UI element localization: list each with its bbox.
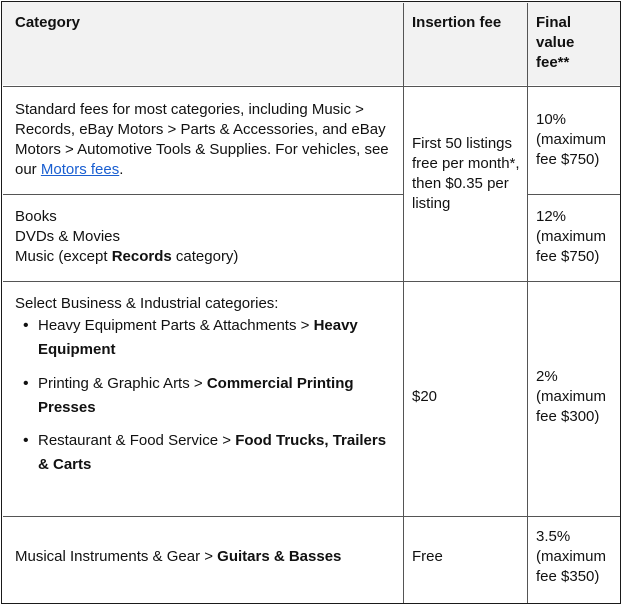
- row1-category: Standard fees for most categories, including Music > Records, eBay Motors > Parts & Accessories, and eBay Motors > Automotive Tools & Supplies. For vehicles, see our Motors fees.: [15, 101, 389, 178]
- row4-category: Musical Instruments & Gear > Guitars & Basses: [15, 548, 342, 565]
- column-divider: [403, 3, 404, 603]
- row4-final-value-fee: 3.5% (maximum fee $350): [536, 528, 606, 585]
- list-item: • Heavy Equipment Parts & Attachments > Heavy Equipment: [38, 314, 398, 372]
- row3-intro: Select Business & Industrial categories:: [15, 295, 279, 312]
- row4-insertion-fee: Free: [412, 548, 443, 565]
- list-item: • Restaurant & Food Service > Food Trucks, Trailers & Carts: [38, 429, 398, 477]
- header-category: Category: [15, 14, 81, 31]
- motors-fees-link[interactable]: Motors fees: [40, 161, 120, 178]
- row-divider: [3, 86, 620, 87]
- column-divider: [527, 3, 528, 603]
- list-item: • Printing & Graphic Arts > Commercial Printing Presses: [38, 372, 398, 429]
- business-industrial-list: [20, 314, 398, 477]
- header-final-value-fee: Final value fee**: [536, 14, 575, 71]
- row2-category: Books DVDs & Movies Music (except Records category): [15, 208, 239, 265]
- row3-final-value-fee: 2% (maximum fee $300): [536, 368, 606, 425]
- row3-insertion-fee: $20: [412, 388, 438, 405]
- row1-final-value-fee: 10% (maximum fee $750): [536, 111, 606, 168]
- header-insertion-fee: Insertion fee: [412, 14, 502, 31]
- shared-insertion-fee: First 50 listings free per month*, then $0.35 per listing: [412, 135, 520, 212]
- row-divider: [528, 194, 620, 195]
- row-divider: [3, 281, 620, 282]
- row2-final-value-fee: 12% (maximum fee $750): [536, 208, 606, 265]
- row-divider: [3, 194, 403, 195]
- row-divider: [3, 516, 620, 517]
